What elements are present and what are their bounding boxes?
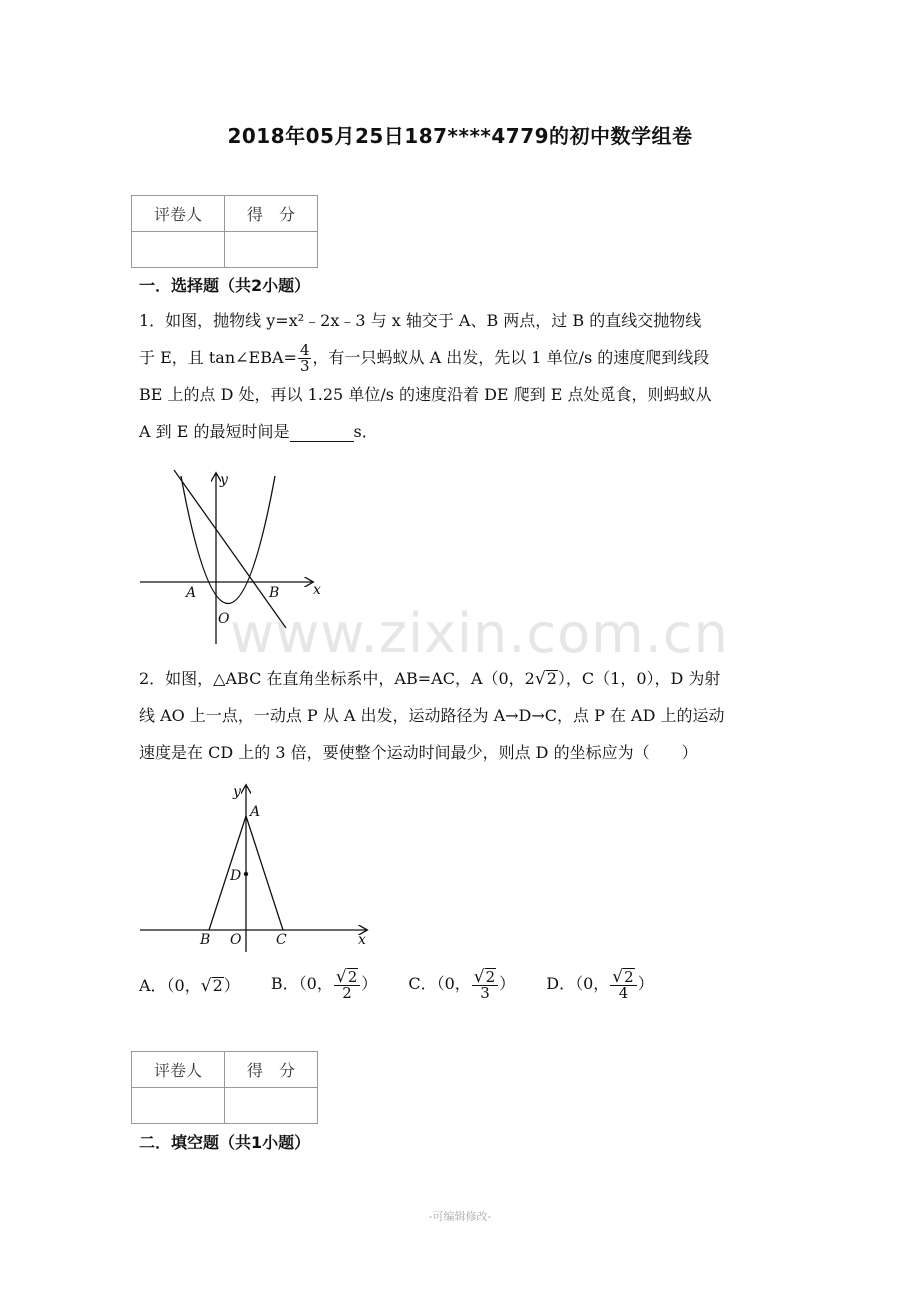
- answer-blank[interactable]: [290, 423, 354, 442]
- score-cell: [225, 1088, 318, 1124]
- q2-line-1: 2．如图，△ABC 在直角坐标系中，AB=AC，A（0，2√2），C（1，0），D 为射: [139, 669, 721, 689]
- label-b: B: [200, 932, 211, 948]
- reviewer-cell: [132, 1088, 225, 1124]
- q1-line-4: A 到 E 的最短时间是 s．: [139, 422, 378, 441]
- option-c[interactable]: C．（0， $\frac{√2}{3}$ ）: [408, 967, 516, 1002]
- section-heading: 一．选择题（共2小题）: [139, 276, 311, 295]
- reviewer-cell: [132, 232, 225, 268]
- reviewer-header: 评卷人: [132, 1052, 225, 1088]
- label-b: B: [269, 585, 280, 601]
- label-c: C: [276, 932, 287, 948]
- score-header: 得 分: [225, 196, 318, 232]
- label-y: y: [233, 784, 241, 800]
- grader-table: [131, 195, 318, 268]
- fraction: $\frac{4}{3}$: [299, 341, 310, 375]
- label-x: x: [358, 932, 366, 948]
- score-header: 得 分: [225, 1052, 318, 1088]
- q2-line-2: 线 AO 上一点，一动点 P 从 A 出发，运动路径为 A→D→C，点 P 在 AD 上的运动: [139, 706, 725, 725]
- label-a: A: [250, 804, 261, 820]
- label-x: x: [313, 582, 321, 598]
- q1-line-3: BE 上的点 D 处，再以 1.25 单位/s 的速度沿着 DE 爬到 E 点处觅食，则蚂蚁从: [139, 385, 712, 404]
- section-heading: 二．填空题（共1小题）: [139, 1133, 311, 1152]
- option-d[interactable]: D．（0， $\frac{√2}{4}$ ）: [546, 967, 654, 1002]
- q2-figure: [136, 782, 376, 954]
- q2-line-3: 速度是在 CD 上的 3 倍，要使整个运动时间最少，则点 D 的坐标应为（ ）: [139, 743, 698, 762]
- side-ac: [246, 816, 283, 930]
- point-d: [244, 872, 248, 876]
- watermark: www.zixin.com.cn: [230, 602, 729, 665]
- question-1: [139, 302, 789, 450]
- page-title: 2018年05月25日187****4779的初中数学组卷: [227, 124, 693, 148]
- q2-options: [139, 968, 680, 1001]
- label-o: O: [218, 611, 230, 627]
- score-cell: [225, 232, 318, 268]
- q1-line-2: 于 E，且 tan∠EBA= $\frac{4}{3}$ ，有一只蚂蚁从 A 出发，先以 1 单位/s 的速度爬到线段: [139, 341, 710, 375]
- grader-table: [131, 1051, 318, 1124]
- footer-note: -可编辑修改-: [428, 1210, 492, 1223]
- question-2: [139, 660, 789, 771]
- label-a: A: [186, 585, 197, 601]
- label-y: y: [220, 472, 228, 488]
- option-a[interactable]: A．（0，√2）: [139, 976, 240, 996]
- q1-line-1: 1．如图，抛物线 y=x²﹣2x﹣3 与 x 轴交于 A、B 两点，过 B 的直线交抛物线: [139, 311, 702, 330]
- label-o: O: [230, 932, 242, 948]
- label-d: D: [230, 868, 242, 884]
- reviewer-header: 评卷人: [132, 196, 225, 232]
- option-b[interactable]: B．（0， $\frac{√2}{2}$ ）: [270, 967, 378, 1002]
